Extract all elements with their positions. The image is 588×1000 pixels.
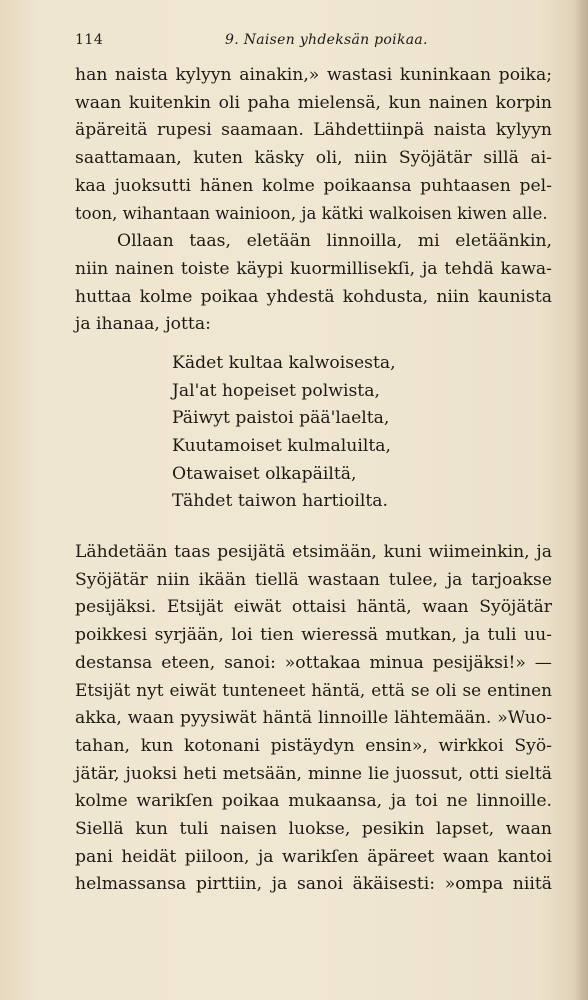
text-line: Etsijät nyt eiwät tunteneet häntä, että se oli se entinen <box>75 680 552 701</box>
text-line: Ollaan taas, eletään linnoilla, mi eletäänkin, <box>117 231 552 252</box>
text-line: akka, waan pyysiwät häntä linnoille lähtemään. »Wuo- <box>75 708 552 729</box>
text-line: toon, wihantaan wainioon, ja kätki walkoisen kiwen alle. <box>75 204 548 224</box>
text-line: han naista kylyyn ainakin,» wastasi kuninkaan poika; <box>75 65 552 85</box>
text-line: saattamaan, kuten käsky oli, niin Syöjätär sillä ai- <box>75 148 552 169</box>
text-line: waan kuitenkin oli paha mielensä, kun nainen korpin <box>75 92 552 113</box>
text-line: poikkesi syrjään, loi tien wieressä mutkan, ja tuli uu- <box>75 625 552 646</box>
verse-line: Jal'at hopeiset polwista, <box>172 380 380 401</box>
text-line: kolme warikſen poikaa mukaansa, ja toi ne linnoille. <box>75 791 552 812</box>
text-line: helmassansa pirttiin, ja sanoi äkäisesti: »ompa niitä <box>75 874 552 895</box>
text-line: äpäreitä rupesi saamaan. Lähdettiinpä naista kylyyn <box>75 120 552 141</box>
text-line: Syöjätär niin ikään tiellä wastaan tulee, ja tarjoakse <box>75 569 552 590</box>
verse-line: Kädet kultaa kalwoisesta, <box>172 353 396 373</box>
verse-block <box>172 350 432 516</box>
verse-line: Tähdet taiwon hartioilta. <box>172 491 388 512</box>
paragraph-1-block <box>75 62 552 339</box>
text-line: pesijäksi. Etsijät eiwät ottaisi häntä, waan Syöjätär <box>75 597 552 618</box>
page-header <box>75 32 552 56</box>
paragraph-3-block <box>75 539 552 899</box>
text-line: jätär, juoksi heti metsään, minne lie juossut, otti sieltä <box>75 763 552 784</box>
text-line: Siellä kun tuli naisen luokse, pesikin lapset, waan <box>75 818 552 839</box>
text-line: tahan, kun kotonani pistäydyn ensin», wirkkoi Syö- <box>75 735 552 756</box>
verse-line: Päiwyt paistoi pää'laelta, <box>172 408 390 429</box>
text-line: ja ihanaa, jotta: <box>75 314 211 335</box>
page-edge-shadow <box>574 0 588 1000</box>
running-title: 9. Naisen yhdeksän poikaa. <box>225 32 428 48</box>
text-line: niin nainen toiste käypi kuormillisekſi, ja tehdä kawa- <box>75 258 552 279</box>
text-line: kaa juoksutti hänen kolme poikaansa puhtaasen pel- <box>75 175 552 196</box>
verse-line: Otawaiset olkapäiltä, <box>172 463 357 484</box>
page-number: 114 <box>75 32 104 48</box>
verse-line: Kuutamoiset kulmaluilta, <box>172 436 391 457</box>
text-line: Lähdetään taas pesijätä etsimään, kuni wiimeinkin, ja <box>75 542 552 562</box>
text-line: destansa eteen, sanoi: »ottakaa minua pesijäksi!» — <box>75 652 552 673</box>
text-line: pani heidät piiloon, ja warikſen äpäreet waan kantoi <box>75 846 552 867</box>
text-line: huttaa kolme poikaa yhdestä kohdusta, niin kaunista <box>75 286 552 307</box>
